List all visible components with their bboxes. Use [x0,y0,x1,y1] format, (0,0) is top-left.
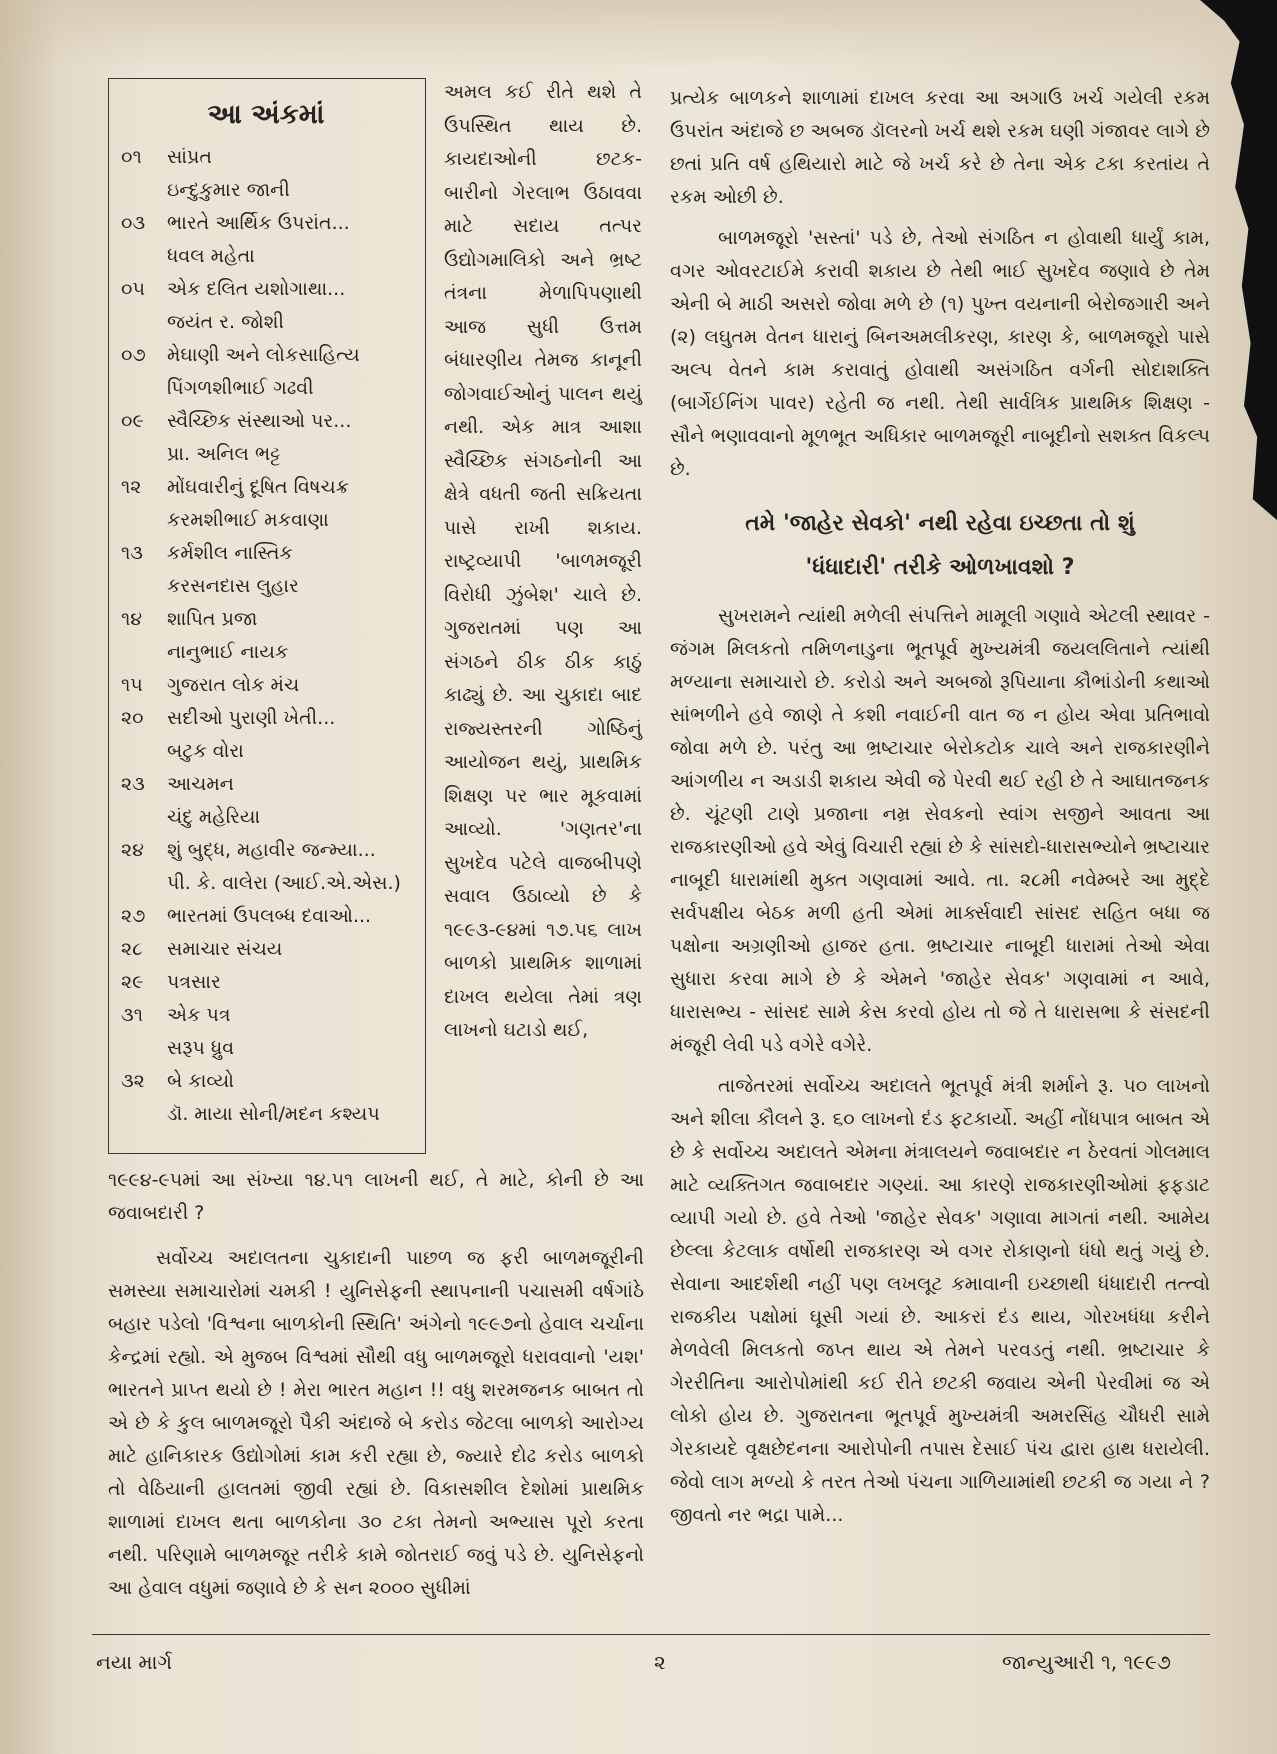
article-narrow-column [444,76,642,1048]
toc-entry [121,537,425,603]
publication-name: નયા માર્ગ [96,1650,173,1674]
toc-entry [121,768,425,834]
article-right-column [670,82,1210,1532]
toc-item-title: મોંઘવારીનું દૂષિત વિષચક્ર [167,476,350,498]
toc-number: ૧૨ [121,476,142,498]
toc-item-title: પત્રસાર [167,971,221,993]
table-of-contents [108,78,426,1154]
toc-entry [121,933,425,966]
toc-item-title: એક પત્ર [167,1004,231,1026]
toc-item-title: સ્વૈચ્છિક સંસ્થાઓ પર... [167,410,352,432]
toc-number: ૨૮ [121,938,143,960]
toc-entry [121,999,425,1065]
toc-item-title: ગુજરાત લોક મંચ [167,674,300,696]
article-paragraph: ૧૯૯૪-૯૫માં આ સંખ્યા ૧૪.૫૧ લાખની થઈ, તે માટે, કોની છે આ જવાબદારી ? [108,1169,644,1224]
toc-item-title: ભારતે આર્થિક ઉપરાંત... [167,212,350,234]
toc-number: ૧૪ [121,608,143,630]
toc-author: પિંગળશીભાઈ ગઢવી [167,377,314,399]
article-paragraph: સર્વોચ્ચ અદાલતના ચુકાદાની પાછળ જ ફરી બાળમજૂરીની સમસ્યા સમાચારોમાં ચમકી ! યુનિસેફની સ્થાપનાની પચાસમી વર્ષગાંઠે બહાર પડેલો 'વિશ્વના બાળકોની સ્થિતિ' અંગેનો ૧૯૯૭નો હેવાલ ચર્ચાના કેન્દ્રમાં રહ્યો. એ મુજબ વિશ્વમાં સૌથી વધુ બાળમજૂરો ધરાવવાનો 'યશ' ભારતને પ્રાપ્ત થયો છે ! મેરા ભારત મહાન !! વધુ શરમજનક બાબત તો એ છે કે કુલ બાળમજૂરો પૈકી અંદાજે બે કરોડ જેટલા બાળકો આરોગ્ય માટે હાનિકારક ઉદ્યોગોમાં કામ કરી રહ્યા છે, જ્યારે દોઢ કરોડ બાળકો તો વેઠિયાની હાલતમાં જીવી રહ્યાં છે. વિકાસશીલ દેશોમાં પ્રાથમિક શાળામાં દાખલ થતા બાળકોના ૩૦ ટકા તેમનો અભ્યાસ પૂરો કરતા નથી. પરિણામે બાળમજૂર તરીકે કામે જોતરાઈ જવું પડે છે. યુનિસેફનો આ હેવાલ વધુમાં જણાવે છે કે સન ૨૦૦૦ સુધીમાં [108,1247,644,1599]
toc-entry [121,834,425,900]
toc-number: ૦૯ [121,410,144,432]
toc-item-title: સાંપ્રત [167,146,212,168]
toc-item-title: શું બુદ્ધ, મહાવીર જન્મ્યા... [167,839,376,861]
toc-author: સરૂપ ધ્રુવ [167,1037,235,1059]
toc-number: ૧૫ [121,674,143,696]
article-paragraph: બાળમજૂરો 'સસ્તાં' પડે છે, તેઓ સંગઠિત ન હોવાથી ધાર્યું કામ, વગર ઓવરટાઈમે કરાવી શકાય છે તેથી ભાઈ સુખદેવ જણાવે છે તેમ એની બે માઠી અસરો જોવા મળે છે (૧) પુખ્ત વયનાની બેરોજગારી અને (૨) લઘુતમ વેતન ધારાનું બિનઅમલીકરણ, કારણ કે, બાળમજૂરો પાસે અલ્પ વેતને કામ કરાવાતું હોવાથી અસંગઠિત વર્ગની સોદાશક્તિ (બાર્ગેઈનિંગ પાવર) રહેતી જ નથી. તેથી સાર્વત્રિક પ્રાથમિક શિક્ષણ - સૌને ભણાવવાનો મૂળભૂત અધિકાર બાળમજૂરી નાબૂદીનો સશક્ત વિકલ્પ છે. [670,227,1210,480]
toc-item-title: એક દલિત યશોગાથા... [167,278,346,300]
article-paragraph: તાજેતરમાં સર્વોચ્ચ અદાલતે ભૂતપૂર્વ મંત્રી શર્માને રૂ. ૫૦ લાખનો અને શીલા કૌલને રૂ. ૬૦ લાખનો દંડ ફટકાર્યો. અહીં નોંધપાત્ર બાબત એ છે કે સર્વોચ્ચ અદાલતે એમના મંત્રાલયને જવાબદાર ન ઠેરવતાં ગોલમાલ માટે વ્યક્તિગત જવાબદાર ગણ્યાં. આ કારણે રાજકારણીઓમાં ફફડાટ વ્યાપી ગયો છે. હવે તેઓ 'જાહેર સેવક' ગણાવા માગતાં નથી. આમેય છેલ્લા કેટલાક વર્ષોથી રાજકારણ એ વગર રોકાણનો ધંધો થતું ગયું છે. સેવાના આદર્શથી નહીં પણ લખલૂટ કમાવાની ઇચ્છાથી ધંધાદારી તત્ત્વો રાજકીય પક્ષોમાં ઘૂસી ગયાં છે. આકરાં દંડ થાય, ગોરખધંધા કરીને મેળવેલી મિલકતો જપ્ત થાય એ તેમને પરવડતું નથી. ભ્રષ્ટાચાર કે ગેરરીતિના આરોપોમાંથી કઈ રીતે છટકી જવાય એની પેરવીમાં જ એ લોકો હોય છે. ગુજરાતના ભૂતપૂર્વ મુખ્યમંત્રી અમરસિંહ ચૌધરી સામે ગેરકાયદે વૃક્ષછેદનના આરોપોની તપાસ દેસાઈ પંચ દ્વારા હાથ ધરાયેલી. જેવો લાગ મળ્યો કે તરત તેઓ પંચના ગાળિયામાંથી છટકી જ ગયા ને ? જીવતો નર ભદ્રા પામે... [670,1075,1210,1526]
article-paragraph: અમલ કઈ રીતે થશે તે ઉપસ્થિત થાય છે. કાયદાઓની છટક-બારીનો ગેરલાભ ઉઠાવવા માટે સદાય તત્પર ઉદ્યોગમાલિકો અને ભ્રષ્ટ તંત્રના મેળાપિપણાથી આજ સુધી ઉત્તમ બંધારણીય તેમજ કાનૂની જોગવાઈઓનું પાલન થયું નથી. એક માત્ર આશા સ્વૈચ્છિક સંગઠનોની આ ક્ષેત્રે વધતી જતી સક્રિયતા પાસે રાખી શકાય. રાષ્ટ્રવ્યાપી 'બાળમજૂરી વિરોધી ઝુંબેશ' ચાલે છે. ગુજરાતમાં પણ આ સંગઠને ઠીક ઠીક કાઠું કાઢ્યું છે. આ ચુકાદા બાદ રાજ્યસ્તરની ગોષ્ઠિનું આયોજન થયું, પ્રાથમિક શિક્ષણ પર ભાર મૂકવામાં આવ્યો. 'ગણતર'ના સુખદેવ પટેલે વાજબીપણે સવાલ ઉઠાવ્યો છે કે ૧૯૯૩-૯૪માં ૧૭.૫૬ લાખ બાળકો પ્રાથમિક શાળામાં દાખલ થયેલા તેમાં ત્રણ લાખનો ઘટાડો થઈ, [444,81,642,1041]
toc-entry [121,900,425,933]
toc-author: ધવલ મહેતા [167,245,255,267]
toc-item-title: આચમન [167,773,234,795]
toc-number: ૨૯ [121,971,144,993]
toc-author: બટુક વોરા [167,740,244,762]
toc-author: ઇન્દુકુમાર જાની [167,179,290,201]
toc-author: પી. કે. વાલેરા (આઈ.એ.એસ.) [167,872,401,894]
toc-author: જયંત ર. જોશી [167,311,284,333]
toc-number: ૦૫ [121,278,145,300]
toc-entry [121,471,425,537]
toc-entry [121,339,425,405]
toc-number: ૩૨ [121,1070,145,1092]
toc-entry [121,603,425,669]
toc-author: નાનુભાઈ નાયક [167,641,289,663]
toc-author: ચંદુ મહેરિયા [167,806,261,828]
toc-author: પ્રા. અનિલ ભટ્ટ [167,443,281,465]
toc-number: ૨૪ [121,839,144,861]
toc-number: ૨૦ [121,707,144,729]
toc-entry [121,273,425,339]
toc-number: ૦૭ [121,344,146,366]
toc-item-title: કર્મશીલ નાસ્તિક [167,542,293,564]
toc-entry [121,702,425,768]
article-paragraph: સુખરામને ત્યાંથી મળેલી સંપત્તિને મામૂલી ગણાવે એટલી સ્થાવર - જંગમ મિલકતો તમિળનાડુના ભૂતપૂર્વ મુખ્યમંત્રી જયલલિતાને ત્યાંથી મળ્યાના સમાચારો છે. કરોડો અને અબજો રૂપિયાના કૌભાંડોની કથાઓ સાંભળીને હવે જાણે તે કશી નવાઈની વાત જ ન હોય એવા પ્રતિભાવો જોવા મળે છે. પરંતુ આ ભ્રષ્ટાચાર બેરોકટોક ચાલે અને રાજકારણીને આંગળીય ન અડાડી શકાય એવી જે પેરવી થઈ રહી છે તે આઘાતજનક છે. ચૂંટણી ટાણે પ્રજાના નમ્ર સેવકનો સ્વાંગ સજીને આવતા આ રાજકારણીઓ હવે એવું વિચારી રહ્યાં છે કે સાંસદો-ધારાસભ્યોને ભ્રષ્ટાચાર નાબૂદી ધારામાંથી મુક્ત ગણવામાં આવે. તા. ૨૮મી નવેમ્બરે આ મુદ્દે સર્વપક્ષીય બેઠક મળી હતી એમાં માર્ક્સવાદી સાંસદ સહિત બધા જ પક્ષોના અગ્રણીઓ હાજર હતા. ભ્રષ્ટાચાર નાબૂદી ધારામાં તેઓ એવા સુધારા કરવા માગે છે કે એમને 'જાહેર સેવક' ગણવામાં ન આવે, ધારાસભ્ય - સાંસદ સામે કેસ કરવો હોય તો જે તે ધારાસભા કે સંસદની મંજૂરી લેવી પડે વગેરે વગેરે. [670,605,1210,1056]
toc-item-title: બે કાવ્યો [167,1070,234,1092]
toc-item-title: સમાચાર સંચય [167,938,283,960]
heading-line: તમે 'જાહેર સેવકો' નથી રહેવા ઇચ્છતા તો શું [745,511,1135,536]
paper-stain-top [0,0,1277,70]
toc-number: ૦૩ [121,212,146,234]
toc-entry [121,405,425,471]
toc-entry [121,1065,425,1131]
issue-date: જાન્યુઆરી ૧, ૧૯૯૭ [1002,1650,1171,1674]
toc-number: ૨૭ [121,905,146,927]
toc-number: ૩૧ [121,1004,143,1026]
article-paragraph: પ્રત્યેક બાળકને શાળામાં દાખલ કરવા આ અગાઉ ખર્ચ ગયેલી રકમ ઉપરાંત અંદાજે છ અબજ ડૉલરનો ખર્ચ થશે રકમ ઘણી ગંજાવર લાગે છે છતાં પ્રતિ વર્ષ હથિયારો માટે જે ખર્ચ કરે છે તેના એક ટકા કરતાંય તે રકમ ઓછી છે. [670,87,1210,208]
toc-number: ૦૧ [121,146,142,168]
toc-entry [121,207,425,273]
toc-author: કરસનદાસ લુહાર [167,575,299,597]
toc-number: ૧૩ [121,542,143,564]
toc-number: ૨૩ [121,773,145,795]
toc-entry [121,669,425,702]
toc-author: ડૉ. માયા સોની/મદન કશ્યપ [167,1103,380,1125]
toc-entry [121,141,425,207]
toc-item-title: શાપિત પ્રજા [167,608,258,630]
toc-title: આ અંકમાં [207,99,325,130]
toc-author: કરમશીભાઈ મકવાણા [167,509,329,531]
toc-entry [121,966,425,999]
toc-item-title: મેઘાણી અને લોકસાહિત્ય [167,344,360,366]
page-number: ૨ [654,1650,666,1674]
heading-line: 'ધંધાદારી' તરીકે ઓળખાવશો ? [805,555,1075,580]
article-left-column [108,1164,644,1605]
paper-stain-left [0,0,60,1754]
footer-divider [92,1634,1210,1635]
toc-item-title: ભારતમાં ઉપલબ્ધ દવાઓ... [167,905,372,927]
article-heading [670,502,1210,590]
toc-item-title: સદીઓ પુરાણી ખેતી... [167,707,336,729]
